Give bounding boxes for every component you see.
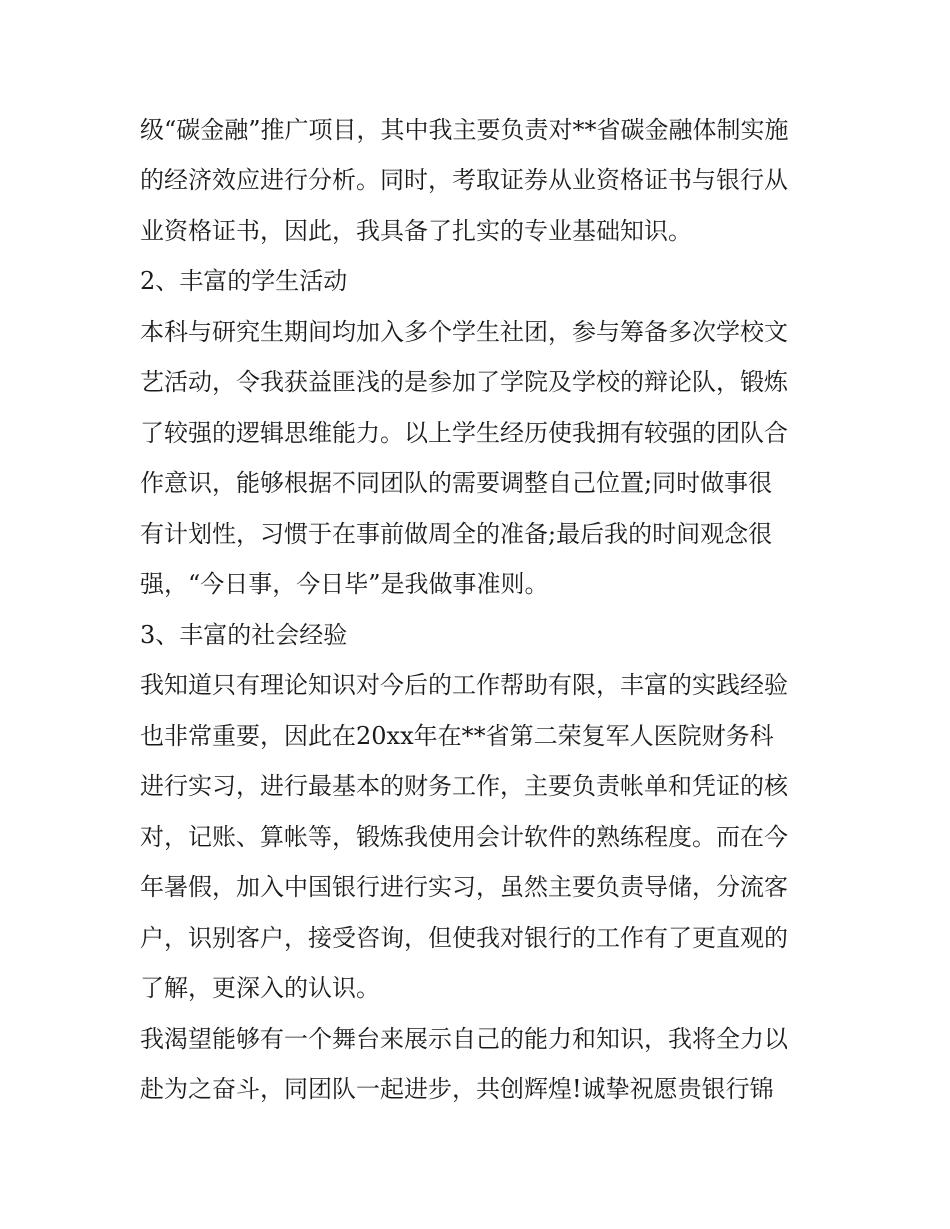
text-line: 强，“今日事，今日毕”是我做事准则。 [140, 570, 549, 598]
text-line: 我渴望能够有一个舞台来展示自己的能力和知识，我将全力以 [140, 1025, 788, 1053]
section-heading: 3、丰富的社会经验 [140, 621, 348, 649]
text-line: 作意识，能够根据不同团队的需要调整自己位置;同时做事很 [140, 469, 773, 497]
text-line: 艺活动，令我获益匪浅的是参加了学院及学校的辩论队，锻炼 [140, 368, 788, 396]
text-line: 了解，更深入的认识。 [140, 974, 380, 1002]
text-line: 对，记账、算帐等，锻炼我使用会计软件的熟练程度。而在今 [140, 823, 788, 851]
text-line: 年暑假，加入中国银行进行实习，虽然主要负责导储，分流客 [140, 873, 788, 901]
text-line: 进行实习，进行最基本的财务工作，主要负责帐单和凭证的核 [140, 772, 788, 800]
section-heading: 2、丰富的学生活动 [140, 267, 348, 295]
text-line: 了较强的逻辑思维能力。以上学生经历使我拥有较强的团队合 [140, 419, 788, 447]
text-line: 级“碳金融”推广项目，其中我主要负责对**省碳金融体制实施 [140, 116, 789, 144]
text-line: 业资格证书，因此，我具备了扎实的专业基础知识。 [140, 217, 692, 245]
text-line: 户，识别客户，接受咨询，但使我对银行的工作有了更直观的 [140, 924, 788, 952]
text-line: 的经济效应进行分析。同时，考取证券从业资格证书与银行从 [140, 166, 788, 194]
text-line: 有计划性，习惯于在事前做周全的准备;最后我的时间观念很 [140, 520, 773, 548]
text-line: 我知道只有理论知识对今后的工作帮助有限，丰富的实践经验 [140, 671, 788, 699]
text-line: 本科与研究生期间均加入多个学生社团，参与筹备多次学校文 [140, 318, 788, 346]
text-line: 也非常重要，因此在20xx年在**省第二荣复军人医院财务科 [140, 722, 774, 750]
text-line: 赴为之奋斗，同团队一起进步，共创辉煌!诚挚祝愿贵银行锦 [140, 1075, 774, 1103]
